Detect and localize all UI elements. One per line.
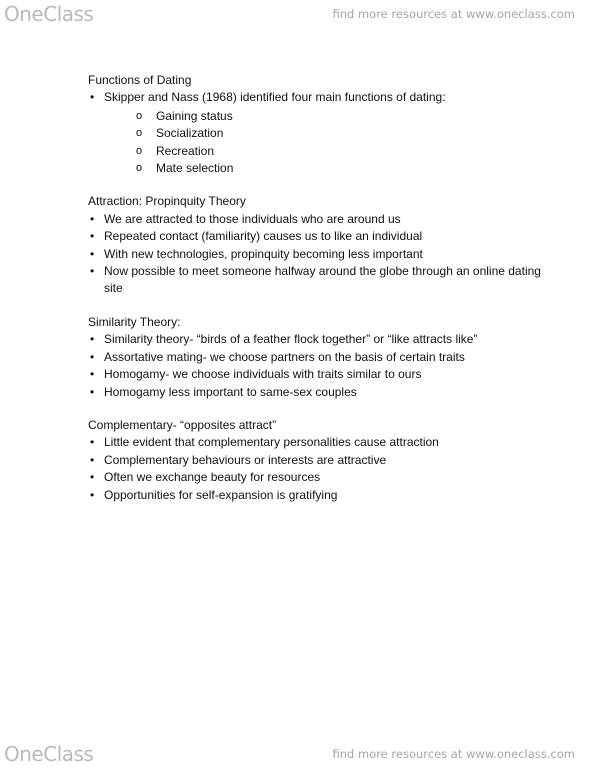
list-item: • Little evident that complementary personalities cause attraction: [88, 434, 558, 451]
section-title: Attraction: Propinquity Theory: [88, 194, 246, 209]
bullet-icon: •: [90, 452, 95, 467]
page-footer: [0, 740, 595, 770]
bullet-icon: •: [90, 349, 95, 364]
circle-bullet-icon: o: [136, 162, 143, 175]
sub-list: [104, 108, 558, 178]
sub-list-item: o Socialization: [104, 125, 558, 142]
list-item: • Repeated contact (familiarity) causes us to like an individual: [88, 228, 558, 245]
section-propinquity-theory: [88, 193, 558, 297]
list-item: • Complementary behaviours or interests are attractive: [88, 452, 558, 469]
list-item-text: Skipper and Nass (1968) identified four main functions of dating:: [104, 90, 446, 105]
bullet-icon: •: [90, 90, 95, 105]
circle-bullet-icon: o: [136, 109, 143, 122]
bullet-icon: •: [90, 435, 95, 450]
bullet-icon: •: [90, 246, 95, 261]
promo-link[interactable]: find more resources at www.oneclass.com: [332, 7, 575, 21]
bullet-icon: •: [90, 211, 95, 226]
bullet-icon: •: [90, 367, 95, 382]
list-item: • Often we exchange beauty for resources: [88, 469, 558, 486]
oneclass-logo[interactable]: OneClass: [4, 742, 94, 766]
section-title: Functions of Dating: [88, 73, 192, 87]
section-functions-of-dating: [88, 72, 558, 177]
oneclass-logo[interactable]: OneClass: [4, 2, 94, 26]
circle-bullet-icon: o: [136, 144, 143, 157]
bullet-list: [88, 331, 558, 401]
section-complementary: [88, 417, 558, 504]
bullet-icon: •: [90, 470, 95, 485]
bullet-icon: •: [90, 229, 95, 244]
list-item: [88, 89, 558, 177]
bullet-icon: •: [90, 384, 95, 399]
list-item: • Homogamy less important to same-sex couples: [88, 384, 558, 401]
list-item: • Homogamy- we choose individuals with traits similar to ours: [88, 366, 558, 383]
page-header: [0, 0, 595, 30]
list-item: • With new technologies, propinquity becoming less important: [88, 246, 558, 263]
sub-list-item: o Gaining status: [104, 108, 558, 125]
bullet-list: [88, 89, 558, 177]
list-item: • Now possible to meet someone halfway around the globe through an online dating site: [90, 264, 541, 296]
section-title: Complementary- “opposites attract”: [88, 417, 277, 432]
list-item: • Opportunities for self-expansion is gratifying: [88, 487, 558, 504]
section-similarity-theory: [88, 314, 558, 401]
circle-bullet-icon: o: [136, 127, 143, 140]
section-title: Similarity Theory:: [88, 314, 181, 329]
promo-link[interactable]: find more resources at www.oneclass.com: [332, 747, 575, 761]
bullet-list: [88, 434, 558, 504]
list-item: • Assortative mating- we choose partners on the basis of certain traits: [88, 349, 558, 366]
bullet-icon: •: [90, 264, 95, 279]
bullet-icon: •: [90, 332, 95, 347]
notes-content: [88, 72, 558, 520]
sub-list-item: o Mate selection: [104, 160, 558, 177]
sub-list-item: o Recreation: [104, 143, 558, 160]
bullet-list: [88, 211, 558, 298]
bullet-icon: •: [90, 487, 95, 502]
list-item: • We are attracted to those individuals who are around us: [88, 211, 558, 228]
list-item: • Similarity theory- “birds of a feather flock together” or “like attracts like”: [88, 331, 558, 348]
